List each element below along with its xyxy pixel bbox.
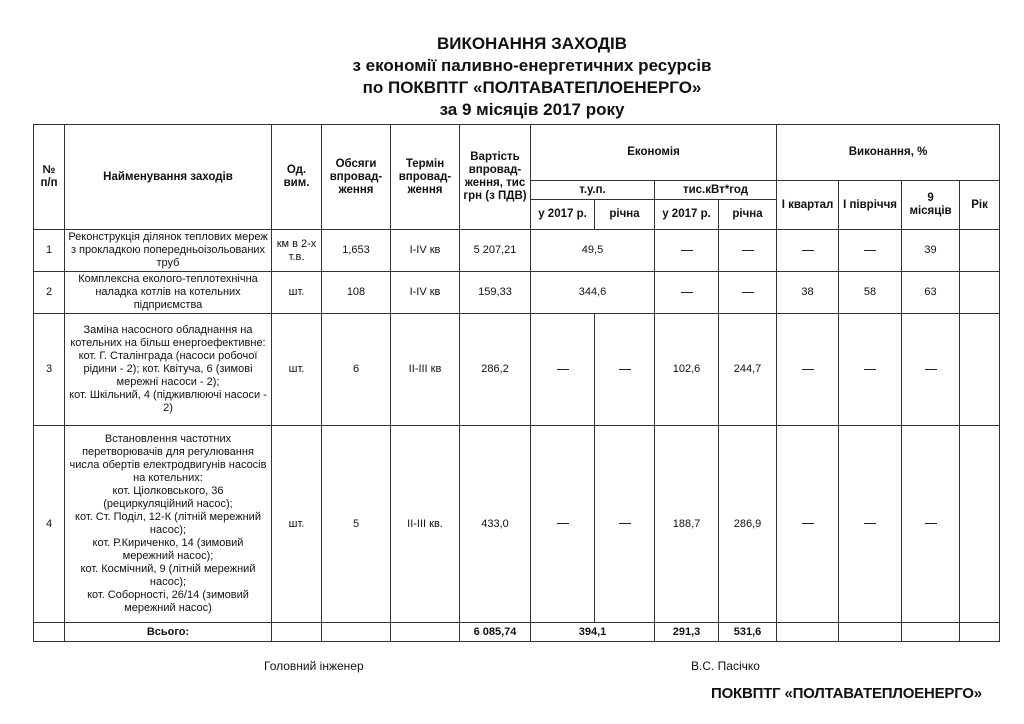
row-tup-2017 (531, 426, 595, 623)
total-tup: 394,1 (531, 623, 655, 642)
row-name (65, 426, 272, 623)
dash-icon (802, 369, 814, 370)
dash-icon (802, 523, 814, 524)
header-unit: Од. вим. (272, 125, 322, 230)
dash-icon (742, 292, 754, 293)
header-m9: 9 місяців (902, 181, 960, 230)
header-kwh-annual: річна (719, 200, 777, 230)
header-economy: Економія (531, 125, 777, 181)
row-name-line: Встановлення частотних перетворювачів для регулювання числа обертів електродвигунів насосів на котельних: (69, 433, 267, 484)
total-q1 (777, 623, 839, 642)
row-q1 (777, 426, 839, 623)
header-tup: т.у.п. (531, 181, 655, 200)
dash-icon (864, 250, 876, 251)
row-cost: 5 207,21 (460, 230, 531, 272)
total-row (34, 623, 1000, 642)
row-name: Реконструкція ділянок теплових мереж з прокладкою попередньоізольованих труб (65, 230, 272, 272)
dash-icon (557, 523, 569, 524)
header-cost: Вартість впровад-ження, тис грн (з ПДВ) (460, 125, 531, 230)
header-volume: Обсяги впровад-ження (322, 125, 391, 230)
row-volume: 5 (322, 426, 391, 623)
header-name: Найменування заходів (65, 125, 272, 230)
dash-icon (619, 369, 631, 370)
row-tup: 49,5 (531, 230, 655, 272)
dash-icon (681, 292, 693, 293)
table-row (34, 314, 1000, 426)
header-year: Рік (960, 181, 1000, 230)
document-title (0, 33, 1024, 121)
row-num: 2 (34, 272, 65, 314)
dash-icon (681, 250, 693, 251)
total-kwh-annual: 531,6 (719, 623, 777, 642)
table-row (34, 426, 1000, 623)
row-name-line: кот. Р.Кириченко, 14 (зимовий мережний насос); (92, 537, 244, 562)
title-subject: з економії паливно-енергетичних ресурсів (352, 56, 712, 75)
row-term: ІІ-ІІІ кв (391, 314, 460, 426)
row-kwh-2017 (655, 230, 719, 272)
row-cost: 286,2 (460, 314, 531, 426)
row-h1 (839, 426, 902, 623)
measures-table (33, 124, 1000, 642)
title-organization: по ПОКВПТГ «ПОЛТАВАТЕПЛОЕНЕРГО» (362, 78, 702, 97)
dash-icon (925, 523, 937, 524)
row-unit: шт. (272, 426, 322, 623)
row-num: 3 (34, 314, 65, 426)
row-term: І-ІV кв (391, 230, 460, 272)
row-year (960, 272, 1000, 314)
row-volume: 6 (322, 314, 391, 426)
dash-icon (802, 250, 814, 251)
total-volume (322, 623, 391, 642)
row-unit: км в 2-х т.в. (272, 230, 322, 272)
row-q1 (777, 230, 839, 272)
row-q1: 38 (777, 272, 839, 314)
table-row (34, 230, 1000, 272)
row-kwh-annual (719, 230, 777, 272)
row-tup: 344,6 (531, 272, 655, 314)
row-m9: 39 (902, 230, 960, 272)
row-h1 (839, 230, 902, 272)
row-unit: шт. (272, 314, 322, 426)
total-kwh-2017: 291,3 (655, 623, 719, 642)
header-h1: І півріччя (839, 181, 902, 230)
row-m9 (902, 426, 960, 623)
row-name-line: кот. Космічний, 9 (літній мережний насос); (80, 563, 256, 588)
row-tup-annual (595, 314, 655, 426)
row-year (960, 426, 1000, 623)
header-num: № п/п (34, 125, 65, 230)
row-kwh-annual: 244,7 (719, 314, 777, 426)
row-kwh-2017 (655, 272, 719, 314)
row-h1: 58 (839, 272, 902, 314)
row-m9: 63 (902, 272, 960, 314)
row-term: ІІ-ІІІ кв. (391, 426, 460, 623)
total-h1 (839, 623, 902, 642)
total-year (960, 623, 1000, 642)
signature-name: В.С. Пасічко (691, 659, 760, 673)
row-name-line: кот. Ст. Поділ, 12-К (літній мережний насос); (75, 511, 261, 536)
dash-icon (619, 523, 631, 524)
row-volume: 1,653 (322, 230, 391, 272)
header-kwh: тис.кВт*год (655, 181, 777, 200)
row-term: І-ІV кв (391, 272, 460, 314)
title-period: за 9 місяців 2017 року (439, 100, 625, 119)
row-year (960, 314, 1000, 426)
table-row (34, 272, 1000, 314)
signature-position: Головний інженер (264, 659, 364, 673)
total-label: Всього: (65, 623, 272, 642)
row-name (65, 314, 272, 426)
total-m9 (902, 623, 960, 642)
total-term (391, 623, 460, 642)
header-tup-annual: річна (595, 200, 655, 230)
header-row-1 (34, 125, 1000, 181)
total-unit (272, 623, 322, 642)
row-kwh-annual (719, 272, 777, 314)
dash-icon (864, 523, 876, 524)
row-name-line: кот. Г. Сталінграда (насоси робочої рідини - 2); кот. Квітуча, 6 (зимові мережні насоси - 2); (78, 350, 258, 388)
row-name-line: кот. Ціолковського, 36 (рециркуляційний насос); (103, 485, 233, 510)
header-tup-2017: у 2017 р. (531, 200, 595, 230)
row-kwh-annual: 286,9 (719, 426, 777, 623)
row-m9 (902, 314, 960, 426)
row-tup-2017 (531, 314, 595, 426)
header-kwh-2017: у 2017 р. (655, 200, 719, 230)
header-execution: Виконання, % (777, 125, 1000, 181)
footer-organization: ПОКВПТГ «ПОЛТАВАТЕПЛОЕНЕРГО» (711, 685, 982, 702)
header-term: Термін впровад-ження (391, 125, 460, 230)
dash-icon (864, 369, 876, 370)
row-name-line: кот. Соборності, 26/14 (зимовий мережний насос) (87, 589, 249, 614)
title-main: ВИКОНАННЯ ЗАХОДІВ (436, 34, 628, 53)
row-num: 1 (34, 230, 65, 272)
row-cost: 159,33 (460, 272, 531, 314)
row-kwh-2017: 188,7 (655, 426, 719, 623)
dash-icon (557, 369, 569, 370)
row-tup-annual (595, 426, 655, 623)
dash-icon (742, 250, 754, 251)
row-volume: 108 (322, 272, 391, 314)
row-unit: шт. (272, 272, 322, 314)
row-q1 (777, 314, 839, 426)
row-cost: 433,0 (460, 426, 531, 623)
total-cost: 6 085,74 (460, 623, 531, 642)
dash-icon (925, 369, 937, 370)
row-h1 (839, 314, 902, 426)
row-num: 4 (34, 426, 65, 623)
total-num (34, 623, 65, 642)
header-q1: І квартал (777, 181, 839, 230)
row-name: Комплексна еколого-теплотехнічна наладка котлів на котельних підприємства (65, 272, 272, 314)
row-year (960, 230, 1000, 272)
row-name-line: кот. Шкільний, 4 (підживлюючі насоси - 2) (69, 389, 267, 414)
row-kwh-2017: 102,6 (655, 314, 719, 426)
row-name-line: Заміна насосного обладнання на котельних на більш енергоефективне: (70, 324, 266, 349)
